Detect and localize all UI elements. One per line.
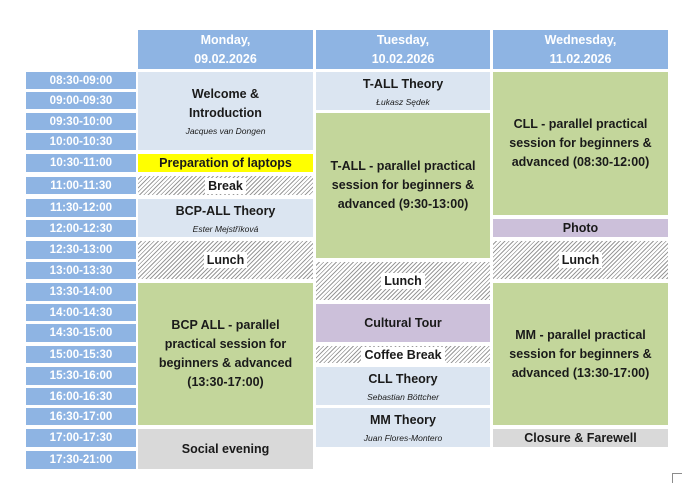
header-tuesday [316, 30, 490, 69]
time-slot: 09:00-09:30 [26, 92, 136, 109]
lunch-slot [493, 241, 668, 279]
session-cll-theory [316, 367, 490, 405]
time-slot: 15:30-16:00 [26, 367, 136, 385]
time-slot: 11:30-12:00 [26, 199, 136, 217]
session-welcome [138, 72, 313, 150]
lunch-slot [316, 262, 490, 300]
time-slot: 13:30-14:00 [26, 283, 136, 301]
header-monday [138, 30, 313, 69]
time-slot: 11:00-11:30 [26, 177, 136, 194]
session-bcp-practical [138, 283, 313, 425]
time-slot: 16:30-17:00 [26, 408, 136, 425]
time-slot: 13:00-13:30 [26, 262, 136, 279]
time-slot: 09:30-10:00 [26, 113, 136, 130]
time-slot: 17:00-17:30 [26, 429, 136, 447]
break-label: Break [205, 178, 246, 194]
coffee-break-slot [316, 346, 490, 363]
time-slot: 15:00-15:30 [26, 346, 136, 363]
header-date: 09.02.2026 [194, 52, 257, 66]
session-closure-farewell [493, 429, 668, 447]
header-wednesday [493, 30, 668, 69]
coffee-break-label: Coffee Break [361, 347, 444, 363]
header-day: Wednesday, [544, 33, 617, 47]
break-slot [138, 176, 313, 195]
session-mm-theory [316, 408, 490, 447]
session-title: MM Theory [370, 413, 436, 427]
session-cultural-tour [316, 304, 490, 342]
session-title: Social evening [181, 441, 270, 456]
session-speaker: Sebastian Böttcher [367, 391, 439, 402]
session-title: T-ALL - parallel practical session for beginners & advanced (9:30-13:00) [330, 159, 476, 211]
session-photo [493, 219, 668, 237]
session-speaker: Łukasz Sędek [376, 96, 430, 107]
time-slot: 08:30-09:00 [26, 72, 136, 89]
session-title: Photo [562, 220, 599, 235]
time-slot: 14:00-14:30 [26, 304, 136, 321]
session-title: Cultural Tour [364, 315, 442, 330]
session-bcp-theory [138, 199, 313, 237]
page-corner-mark [672, 473, 682, 483]
lunch-label: Lunch [381, 273, 425, 289]
time-slot: 10:00-10:30 [26, 133, 136, 150]
session-title: T-ALL Theory [362, 76, 444, 91]
session-speaker: Juan Flores-Montero [363, 433, 443, 443]
time-slot: 14:30-15:00 [26, 324, 136, 342]
time-slot: 12:00-12:30 [26, 220, 136, 237]
session-title: CLL - parallel practical session for beginners & advanced (08:30-12:00) [509, 117, 652, 169]
header-date: 11.02.2026 [549, 52, 612, 66]
session-speaker: Jacques van Dongen [185, 126, 266, 136]
time-slot: 12:30-13:00 [26, 241, 136, 259]
session-mm-practical [493, 283, 668, 425]
session-title: BCP ALL - parallel practical session for beginners & advanced (13:30-17:00) [158, 318, 293, 389]
header-date: 10.02.2026 [371, 52, 435, 66]
session-social-evening [138, 429, 313, 469]
time-slot: 16:00-16:30 [26, 388, 136, 405]
session-title: Preparation of laptops [159, 155, 292, 170]
time-slot: 10:30-11:00 [26, 154, 136, 172]
lunch-label: Lunch [204, 252, 248, 268]
session-title: Closure & Farewell [524, 430, 637, 445]
session-cll-practical [493, 72, 668, 215]
session-preparation-laptops [138, 154, 313, 172]
time-slot: 17:30-21:00 [26, 451, 136, 469]
session-tall-theory [316, 72, 490, 110]
session-title: MM - parallel practical session for beginners & advanced (13:30-17:00) [509, 327, 652, 380]
lunch-slot [138, 241, 313, 279]
header-day: Monday, [200, 33, 251, 47]
lunch-label: Lunch [559, 252, 603, 268]
session-tall-practical [316, 113, 490, 258]
session-title: CLL Theory [368, 371, 438, 386]
session-title: BCP-ALL Theory [175, 203, 276, 218]
session-title: Welcome & Introduction [189, 87, 262, 120]
session-speaker: Ester Mejstříková [192, 223, 259, 234]
header-day: Tuesday, [376, 33, 430, 47]
